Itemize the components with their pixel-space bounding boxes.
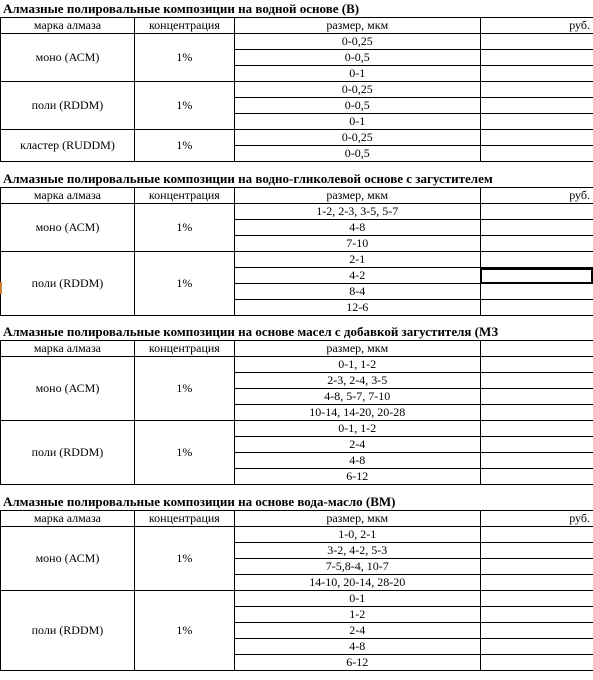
price-cell[interactable] — [480, 559, 593, 575]
table-header-row — [1, 188, 593, 204]
table-row — [1, 421, 593, 437]
concentration-cell[interactable]: 1% — [134, 204, 234, 252]
size-cell[interactable]: 0-1 — [234, 591, 480, 607]
concentration-cell[interactable]: 1% — [134, 357, 234, 421]
price-cell[interactable] — [480, 639, 593, 655]
price-cell[interactable] — [480, 220, 593, 236]
price-cell[interactable] — [480, 357, 593, 373]
header-size[interactable]: размер, мкм — [234, 188, 480, 204]
brand-cell[interactable]: моно (АСМ) — [1, 204, 135, 252]
price-table — [0, 187, 593, 316]
size-cell[interactable]: 0-0,25 — [234, 34, 480, 50]
price-cell[interactable] — [480, 204, 593, 220]
size-cell[interactable]: 10-14, 14-20, 20-28 — [234, 405, 480, 421]
table-header-row — [1, 18, 593, 34]
size-cell[interactable]: 0-0,25 — [234, 82, 480, 98]
brand-cell[interactable]: моно (АСМ) — [1, 34, 135, 82]
size-cell[interactable]: 0-1 — [234, 114, 480, 130]
price-cell[interactable] — [480, 252, 593, 268]
header-concentration[interactable]: концентрация — [134, 188, 234, 204]
table-row — [1, 204, 593, 220]
section-title: Алмазные полировальные композиции на водной основе (В) — [3, 1, 360, 16]
price-cell[interactable] — [480, 146, 593, 162]
price-cell[interactable] — [480, 50, 593, 66]
price-table — [0, 340, 593, 485]
header-concentration[interactable]: концентрация — [134, 341, 234, 357]
brand-cell[interactable]: моно (АСМ) — [1, 357, 135, 421]
table-header-row — [1, 341, 593, 357]
price-table — [0, 17, 593, 162]
table-row — [1, 82, 593, 98]
section-title: Алмазные полировальные композиции на основе вода-масло (ВМ) — [3, 494, 396, 509]
price-cell[interactable] — [480, 284, 593, 300]
size-cell[interactable]: 2-4 — [234, 437, 480, 453]
size-cell[interactable]: 7-5,8-4, 10-7 — [234, 559, 480, 575]
size-cell[interactable]: 2-1 — [234, 252, 480, 268]
concentration-cell[interactable]: 1% — [134, 252, 234, 316]
row-marker — [0, 282, 2, 294]
price-cell[interactable] — [480, 421, 593, 437]
price-cell[interactable] — [480, 623, 593, 639]
brand-cell[interactable]: поли (RDDM) — [1, 421, 135, 485]
header-concentration[interactable]: концентрация — [134, 18, 234, 34]
price-cell[interactable] — [480, 98, 593, 114]
table-row — [1, 130, 593, 146]
price-cell[interactable] — [480, 130, 593, 146]
price-cell[interactable] — [480, 268, 593, 284]
price-cell[interactable] — [480, 527, 593, 543]
header-size[interactable]: размер, мкм — [234, 18, 480, 34]
section-title: Алмазные полировальные композиции на водно-гликолевой основе с загустителем — [3, 171, 493, 186]
price-cell[interactable] — [480, 389, 593, 405]
size-cell[interactable]: 4-8, 5-7, 7-10 — [234, 389, 480, 405]
size-cell[interactable]: 12-6 — [234, 300, 480, 316]
size-cell[interactable]: 0-0,5 — [234, 50, 480, 66]
section-title: Алмазные полировальные композиции на основе масел с добавкой загустителя (МЗ — [3, 324, 499, 339]
header-brand[interactable]: марка алмаза — [1, 511, 135, 527]
price-cell[interactable] — [480, 82, 593, 98]
size-cell[interactable]: 6-12 — [234, 469, 480, 485]
price-cell[interactable] — [480, 373, 593, 389]
concentration-cell[interactable]: 1% — [134, 34, 234, 82]
size-cell[interactable]: 1-2, 2-3, 3-5, 5-7 — [234, 204, 480, 220]
price-cell[interactable] — [480, 655, 593, 671]
brand-cell[interactable]: кластер (RUDDM) — [1, 130, 135, 162]
size-cell[interactable]: 0-0,5 — [234, 98, 480, 114]
price-cell[interactable] — [480, 591, 593, 607]
size-cell[interactable]: 6-12 — [234, 655, 480, 671]
price-table — [0, 510, 593, 671]
price-cell[interactable] — [480, 437, 593, 453]
table-row — [1, 34, 593, 50]
price-cell[interactable] — [480, 66, 593, 82]
table-row — [1, 357, 593, 373]
price-cell[interactable] — [480, 114, 593, 130]
size-cell[interactable]: 4-8 — [234, 639, 480, 655]
header-brand[interactable]: марка алмаза — [1, 188, 135, 204]
concentration-cell[interactable]: 1% — [134, 421, 234, 485]
price-cell[interactable] — [480, 543, 593, 559]
table-row — [1, 252, 593, 268]
concentration-cell[interactable]: 1% — [134, 527, 234, 591]
size-cell[interactable]: 0-0,5 — [234, 146, 480, 162]
size-cell[interactable]: 0-1 — [234, 66, 480, 82]
concentration-cell[interactable]: 1% — [134, 82, 234, 130]
size-cell[interactable]: 2-3, 2-4, 3-5 — [234, 373, 480, 389]
size-cell[interactable]: 0-1, 1-2 — [234, 421, 480, 437]
size-cell[interactable]: 14-10, 20-14, 28-20 — [234, 575, 480, 591]
size-cell[interactable]: 7-10 — [234, 236, 480, 252]
concentration-cell[interactable]: 1% — [134, 130, 234, 162]
size-cell[interactable]: 0-0,25 — [234, 130, 480, 146]
brand-cell[interactable]: поли (RDDM) — [1, 82, 135, 130]
size-cell[interactable]: 8-4 — [234, 284, 480, 300]
price-cell[interactable] — [480, 453, 593, 469]
size-cell[interactable]: 4-8 — [234, 453, 480, 469]
header-price[interactable]: руб. — [480, 18, 593, 34]
size-cell[interactable]: 4-8 — [234, 220, 480, 236]
header-price[interactable]: руб. — [480, 188, 593, 204]
size-cell[interactable]: 3-2, 4-2, 5-3 — [234, 543, 480, 559]
header-brand[interactable]: марка алмаза — [1, 341, 135, 357]
price-cell[interactable] — [480, 236, 593, 252]
size-cell[interactable]: 1-0, 2-1 — [234, 527, 480, 543]
header-price[interactable]: руб. — [480, 511, 593, 527]
table-row — [1, 591, 593, 607]
brand-cell[interactable]: моно (АСМ) — [1, 527, 135, 591]
price-cell[interactable] — [480, 575, 593, 591]
size-cell[interactable]: 0-1, 1-2 — [234, 357, 480, 373]
price-cell[interactable] — [480, 34, 593, 50]
table-header-row — [1, 511, 593, 527]
price-cell[interactable] — [480, 300, 593, 316]
price-cell[interactable] — [480, 607, 593, 623]
price-cell[interactable] — [480, 469, 593, 485]
header-size[interactable]: размер, мкм — [234, 341, 480, 357]
header-concentration[interactable]: концентрация — [134, 511, 234, 527]
brand-cell[interactable]: поли (RDDM) — [1, 252, 135, 316]
size-cell[interactable]: 4-2 — [234, 268, 480, 284]
size-cell[interactable]: 2-4 — [234, 623, 480, 639]
price-cell[interactable] — [480, 405, 593, 421]
header-price[interactable] — [480, 341, 593, 357]
table-row — [1, 527, 593, 543]
header-size[interactable]: размер, мкм — [234, 511, 480, 527]
header-brand[interactable]: марка алмаза — [1, 18, 135, 34]
concentration-cell[interactable]: 1% — [134, 591, 234, 671]
size-cell[interactable]: 1-2 — [234, 607, 480, 623]
brand-cell[interactable]: поли (RDDM) — [1, 591, 135, 671]
